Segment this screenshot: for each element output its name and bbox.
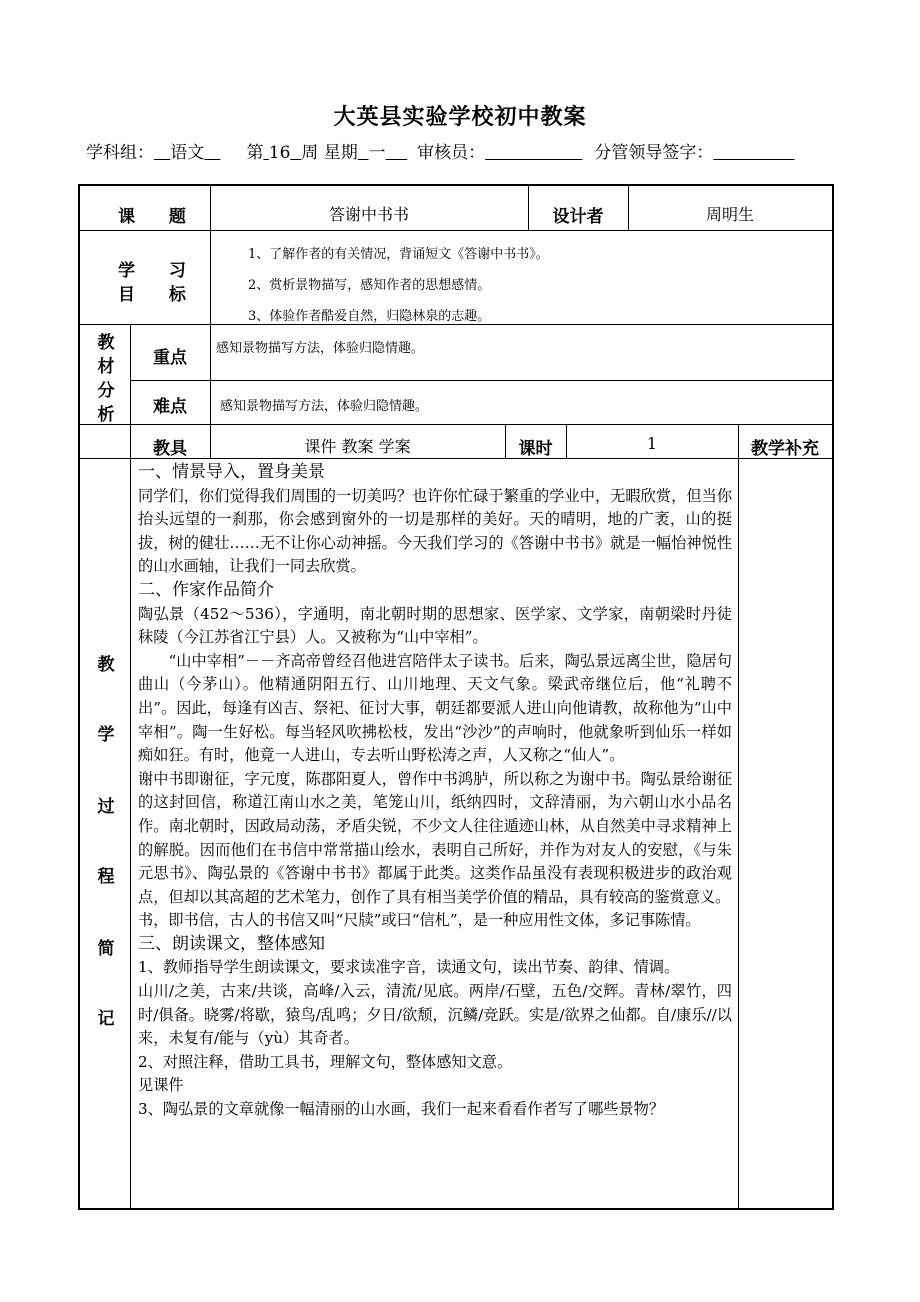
week-value: 16 (268, 143, 291, 163)
header-line (86, 138, 794, 163)
process-body (138, 461, 732, 1122)
analysis-label-char: 材 (97, 357, 115, 377)
week-prefix: 第 (246, 143, 264, 163)
supplement-label: 教学补充 (751, 439, 819, 459)
paragraph: 见课件 (138, 1076, 184, 1095)
subject-label: 学科组： (86, 143, 154, 163)
analysis-label-char: 析 (97, 405, 115, 425)
col-divider (738, 424, 739, 1210)
tools-label: 教具 (153, 439, 187, 459)
reviewer-blank (485, 143, 582, 163)
difficulty-value: 感知景物描写方法，体验归隐情趣。 (220, 399, 429, 414)
topic-label: 课 题 (118, 207, 200, 227)
paragraph: “山中宰相”－－齐高帝曾经召他进宫陪伴太子读书。后来，陶弘景远离尘世，隐居句曲山（今茅山）。他精通阴阳五行、山川地理、天文气象。梁武帝继位后，他“礼聘不出”。因此，每逢有凶吉、祭祀、征讨大事，朝廷都要派人进山向他请教，故称他为“山中宰相”。陶一生好松。每当轻风吹拂松枝，发出“沙沙”的声响时，他就象听到仙乐一样如痴如狂。有时，他竟一人进山，专去听山野松涛之声，人又称之“仙人”。 (138, 651, 732, 765)
paragraph: 同学们，你们觉得我们周围的一切美吗？也许你忙碌于繁重的学业中，无暇欣赏，但当你抬头远望的一刹那，你会感到窗外的一切是那样的美好。天的晴明，地的广袤，山的挺拔，树的健壮……无不让你心动神摇。今天我们学习的《答谢中书书》就是一幅怡神悦性的山水画轴，让我们一同去欣赏。 (138, 486, 732, 576)
section-heading: 二、作家作品简介 (138, 579, 274, 600)
designer-label: 设计者 (552, 207, 604, 227)
page-title: 大英县实验学校初中教案 (333, 104, 587, 130)
paragraph: 山川/之美，古来/共谈，高峰/入云，清流/见底。两岸/石壁，五色/交辉。青林/翠竹，四时/俱备。晓雾/将歇，猿鸟/乱鸣；夕日/欲颓，沉鳞/竞跃。实是/欲界之仙都。自/康乐//以来，未复有/能与（yù）其奇者。 (138, 982, 732, 1048)
process-label-char: 学 (97, 725, 115, 745)
row-divider (78, 230, 834, 231)
paragraph: 书，即书信，古人的书信又叫“尺牍”或曰“信札”，是一种应用性文体，多记事陈情。 (138, 911, 701, 930)
day-value: 一 (368, 143, 386, 163)
process-label-char: 过 (97, 797, 115, 817)
paragraph: 谢中书即谢征，字元度，陈郡阳夏人，曾作中书鸿胪，所以称之为谢中书。陶弘景给谢征的这封回信，称道江南山水之美，笔笼山川，纸纳四时，文辞清丽，为六朝山水小品名作。南北朝时，因政局动荡，矛盾尖锐，不少文人往往遁迹山林，从自然美中寻求精神上的解脱。因而他们在书信中常常描山绘水，表明自己所好，并作为对友人的安慰，《与朱元思书》、陶弘景的《答谢中书书》都属于此类。这类作品虽没有表现积极进步的政治观点，但却以其高超的艺术笔力，创作了具有相当美学价值的精品，具有较高的鉴赏意义。 (138, 769, 732, 906)
table-border-right (832, 184, 834, 1210)
goal-item: 2、赏析景物描写，感知作者的思想感情。 (248, 278, 491, 293)
subject-value: 语文 (170, 143, 205, 163)
goals-label-1: 学 习 (118, 261, 200, 281)
hours-label: 课时 (518, 439, 553, 459)
week-suffix: 周 星期 (301, 143, 358, 163)
goal-item: 1、了解作者的有关情况，背诵短文《答谢中书书》。 (248, 247, 549, 262)
paragraph: 2、对照注释，借助工具书，理解文句，整体感知文意。 (138, 1052, 513, 1071)
row-divider (130, 380, 834, 381)
paragraph: 1、教师指导学生朗读课文，要求读准字音，读通文句，读出节奏、韵律、情调。 (138, 958, 680, 977)
analysis-label-char: 分 (97, 381, 115, 401)
process-label-char: 简 (97, 939, 115, 959)
analysis-label-char: 教 (97, 333, 115, 353)
difficulty-label: 难点 (153, 397, 187, 417)
tools-value: 课件 教案 学案 (304, 437, 411, 456)
process-label-char: 记 (97, 1009, 115, 1029)
section-heading: 三、朗读课文，整体感知 (138, 933, 325, 954)
paragraph: 3、陶弘景的文章就像一幅清丽的山水画，我们一起来看看作者写了哪些景物？ (138, 1100, 665, 1119)
leader-label: 分管领导签字： (594, 143, 714, 163)
table-border-left (78, 184, 80, 1210)
leader-blank (713, 143, 794, 163)
row-divider (78, 424, 834, 425)
row-divider (78, 324, 834, 325)
goal-item: 3、体验作者酷爱自然，归隐林泉的志趣。 (248, 309, 491, 324)
topic-value: 答谢中书书 (328, 205, 409, 224)
goals-label-2: 目 标 (118, 285, 200, 305)
table-border-top (78, 184, 834, 186)
process-label-char: 程 (97, 867, 115, 887)
reviewer-label: 审核员： (417, 143, 486, 163)
table-border-bottom (78, 1208, 834, 1210)
paragraph: 陶弘景（452～536），字通明，南北朝时期的思想家、医学家、文学家，南朝梁时丹徒秣陵（今江苏省江宁县）人。又被称为“山中宰相”。 (138, 604, 732, 647)
hours-value: 1 (646, 434, 658, 453)
section-heading: 一、情景导入，置身美景 (138, 462, 325, 482)
process-label-char: 教 (97, 655, 115, 675)
designer-value: 周明生 (705, 205, 754, 224)
key-value: 感知景物描写方法，体验归隐情趣。 (216, 341, 425, 356)
key-label: 重点 (153, 348, 187, 368)
